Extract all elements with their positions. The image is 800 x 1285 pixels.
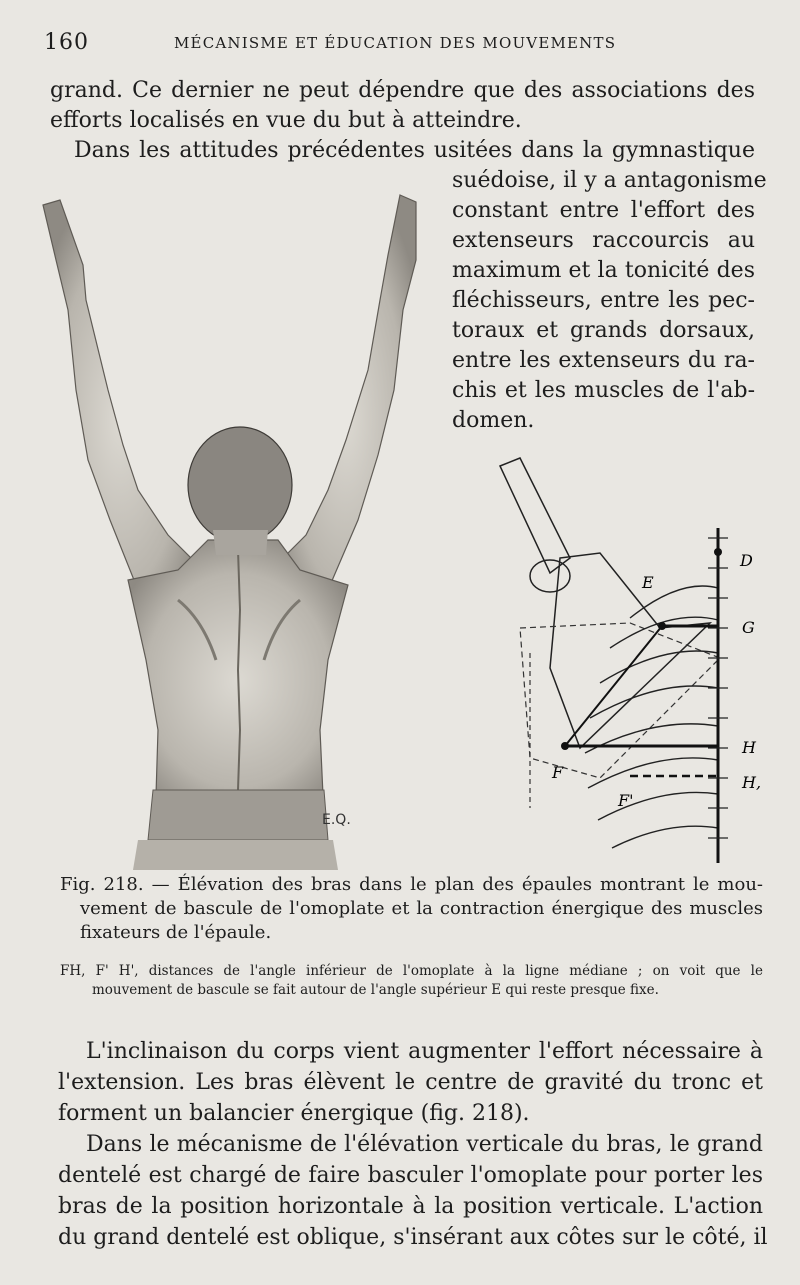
- text-line: toraux et grands dorsaux,: [452, 318, 755, 343]
- running-title: MÉCANISME ET ÉDUCATION DES MOUVEMENTS: [174, 34, 617, 52]
- label-f: F: [552, 763, 564, 782]
- raised-arms-figure: [28, 190, 428, 880]
- label-h: H: [742, 738, 756, 757]
- label-f-prime: F': [618, 791, 634, 810]
- text-line: Dans les attitudes précédentes usitées dans la gymnastique: [74, 138, 755, 163]
- label-h1: H,: [742, 773, 762, 792]
- text-line: efforts localisés en vue du but à atteindre.: [50, 108, 522, 133]
- text-line: domen.: [452, 408, 535, 433]
- text-line: chis et les muscles de l'ab-: [452, 378, 755, 403]
- caption-line: Fig. 218. — Élévation des bras dans le plan des épaules montrant le mou-: [60, 874, 763, 895]
- scapula-diagram: [490, 448, 780, 868]
- text-line: entre les extenseurs du ra-: [452, 348, 755, 373]
- text-line: constant entre l'effort des: [452, 198, 755, 223]
- text-line: extenseurs raccourcis au: [452, 228, 755, 253]
- text-line: maximum et la tonicité des: [452, 258, 755, 283]
- caption-note-line: FH, F' H', distances de l'angle inférieur de l'omoplate à la ligne médiane ; on voit que le: [60, 963, 763, 979]
- text-line: bras de la position horizontale à la position verticale. L'action: [58, 1194, 763, 1219]
- intro-paragraph: [50, 76, 755, 166]
- caption-line: fixateurs de l'épaule.: [80, 922, 272, 943]
- figure-caption-note: [60, 962, 763, 1000]
- side-paragraph: [452, 166, 767, 436]
- label-d: D: [740, 551, 753, 570]
- text-line: fléchisseurs, entre les pec-: [452, 288, 755, 313]
- text-line: l'extension. Les bras élèvent le centre de gravité du tronc et: [58, 1070, 763, 1095]
- text-line: du grand dentelé est oblique, s'insérant aux côtes sur le côté, il: [58, 1225, 768, 1250]
- body-paragraphs: [58, 1036, 768, 1253]
- label-g: G: [742, 618, 755, 637]
- text-line: L'inclinaison du corps vient augmenter l'effort nécessaire à: [86, 1039, 763, 1064]
- caption-note-line: mouvement de bascule se fait autour de l'angle supérieur E qui reste presque fixe.: [92, 982, 659, 998]
- page-number: 160: [44, 30, 89, 55]
- text-line: suédoise, il y a antagonisme: [452, 168, 767, 193]
- page-header: [44, 30, 760, 58]
- text-line: dentelé est chargé de faire basculer l'omoplate pour porter les: [58, 1163, 763, 1188]
- figure-caption: [60, 873, 763, 945]
- caption-line: vement de bascule de l'omoplate et la contraction énergique des muscles: [80, 898, 763, 919]
- label-e: E: [642, 573, 654, 592]
- text-line: Dans le mécanisme de l'élévation verticale du bras, le grand: [86, 1132, 763, 1157]
- artist-signature: E.Q.: [322, 812, 351, 828]
- text-line: forment un balancier énergique (fig. 218).: [58, 1101, 530, 1126]
- text-line: grand. Ce dernier ne peut dépendre que des associations des: [50, 78, 755, 103]
